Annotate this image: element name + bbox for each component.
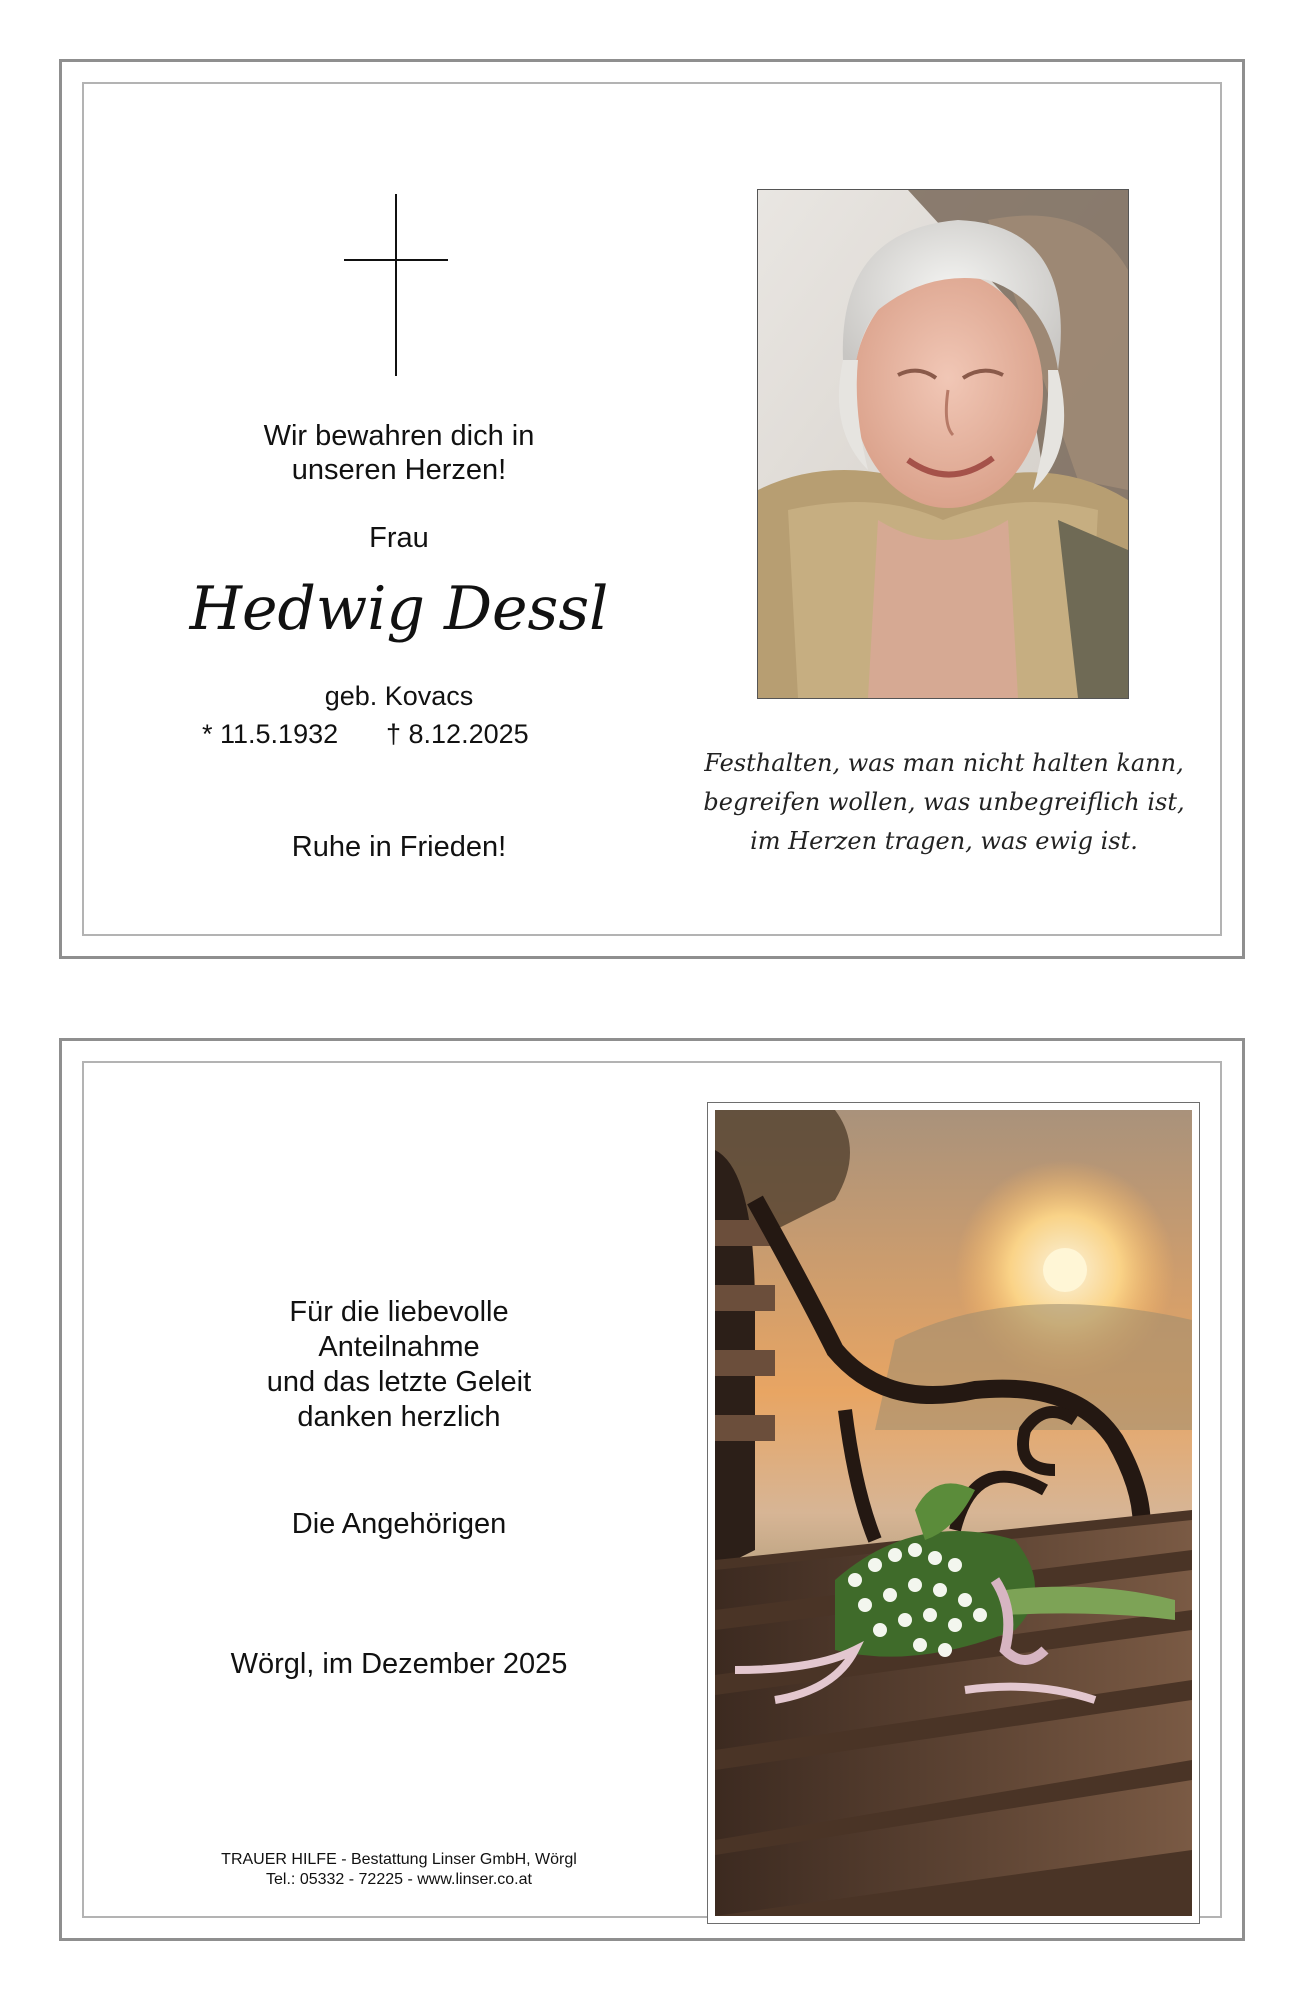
portrait-photo <box>757 189 1129 699</box>
death-date: † 8.12.2025 <box>386 719 529 749</box>
birth-date: * 11.5.1932 <box>202 719 339 749</box>
motto-line-1: Wir bewahren dich in <box>263 420 535 452</box>
signature: Die Angehörigen <box>291 1508 507 1540</box>
cross-icon <box>344 194 448 376</box>
front-card-inner-frame <box>82 82 1222 936</box>
place-date: Wörgl, im Dezember 2025 <box>230 1648 568 1680</box>
motto-line-2: unseren Herzen! <box>291 454 507 486</box>
motto <box>184 419 614 487</box>
farewell: Ruhe in Frieden! <box>291 831 507 863</box>
back-card-inner-frame <box>82 1061 1222 1918</box>
poem <box>694 744 1194 861</box>
back-card <box>59 1038 1245 1941</box>
front-card <box>59 59 1245 959</box>
undertaker-line-1: TRAUER HILFE - Bestattung Linser GmbH, Wörgl <box>221 1851 577 1868</box>
maiden-name: geb. Kovacs <box>324 681 474 711</box>
thanks-line-3: und das letzte Geleit <box>266 1366 532 1398</box>
salutation: Frau <box>369 522 429 554</box>
bench-picture-frame <box>707 1102 1200 1924</box>
undertaker-line-2: Tel.: 05332 - 72225 - www.linser.co.at <box>266 1871 532 1888</box>
thanks-text <box>174 1295 624 1435</box>
bench-sunset-photo <box>715 1110 1192 1916</box>
thanks-line-2: Anteilnahme <box>318 1331 480 1363</box>
poem-line-1: Festhalten, was man nicht halten kann, <box>704 749 1184 777</box>
thanks-line-4: danken herzlich <box>297 1401 501 1433</box>
deceased-name: Hedwig Dessl <box>189 574 609 644</box>
thanks-line-1: Für die liebevolle <box>289 1296 509 1328</box>
undertaker-info <box>144 1850 654 1890</box>
poem-line-2: begreifen wollen, was unbegreiflich ist, <box>703 788 1185 816</box>
poem-line-3: im Herzen tragen, was ewig ist. <box>750 827 1138 855</box>
